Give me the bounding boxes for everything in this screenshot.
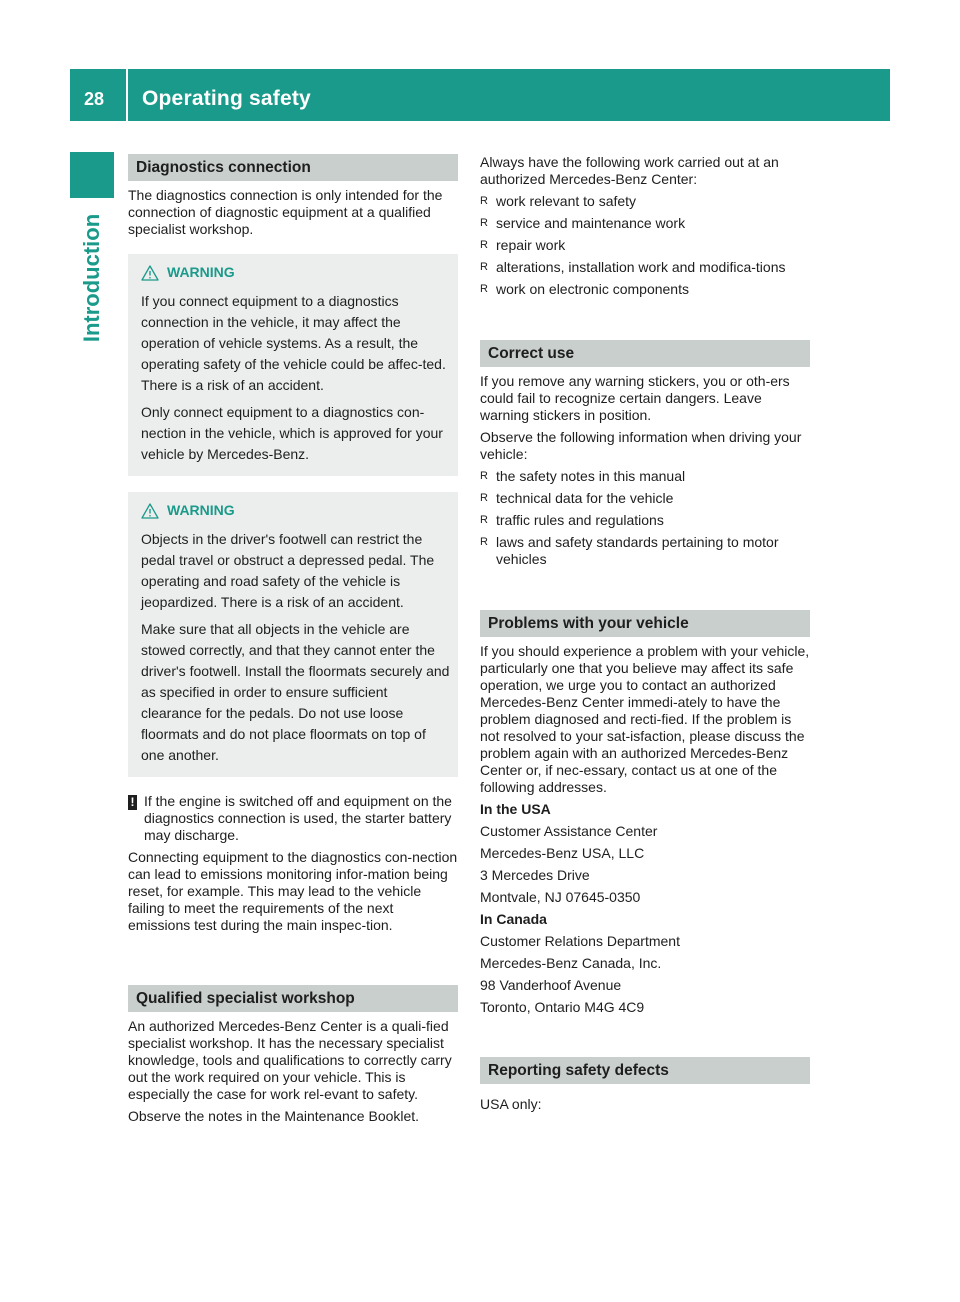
list-item: R laws and safety standards pertaining to motor vehicles (480, 534, 779, 567)
address-line: Customer Assistance Center (480, 823, 658, 839)
list-item: R work on electronic components (480, 281, 689, 297)
list-item: R repair work (480, 237, 566, 253)
section-heading-defects (480, 1057, 810, 1084)
address-line: Toronto, Ontario M4G 4C9 (480, 999, 645, 1015)
right-column (480, 154, 810, 1118)
bullet-icon: R (480, 492, 488, 504)
warning-triangle-icon (141, 503, 159, 519)
chapter-tab-marker (70, 152, 114, 198)
warning-title (141, 264, 450, 281)
work-list (480, 193, 810, 298)
warning-box (128, 254, 458, 476)
paragraph: An authorized Mercedes-Benz Center is a quali-fied specialist workshop. It has the necessary specialist knowledge, tools and qualifications to correctly carry out the work required on your vehicle. This is especially the case for work rel-evant to safety. (128, 1018, 452, 1102)
note-text: If the engine is switched off and equipment on the diagnostics connection is used, the starter battery may discharge. (144, 793, 452, 843)
section-heading-correct-use (480, 340, 810, 367)
warning-text: Make sure that all objects in the vehicle are stowed correctly, and that they cannot enter the driver's footwell. Install the floormats securely and as specified in order to ensure sufficient clearance for the pedals. Do not use loose floormats and do not place floormats on top of one another. (141, 621, 450, 763)
bullet-icon: R (480, 239, 488, 251)
section-heading-text: Problems with your vehicle (488, 615, 689, 632)
paragraph: The diagnostics connection is only intended for the connection of diagnostic equipment at a qualified specialist workshop. (128, 187, 443, 237)
section-heading-text: Diagnostics connection (136, 159, 311, 176)
bullet-icon: R (480, 195, 488, 207)
warning-box (128, 492, 458, 777)
warning-label: WARNING (167, 502, 235, 518)
paragraph: If you remove any warning stickers, you or oth-ers could fail to recognize certain dangers. Leave warning stickers in position. (480, 373, 790, 423)
section-heading-text: Qualified specialist workshop (136, 990, 355, 1007)
section-heading-workshop (128, 985, 458, 1012)
section-heading-text: Reporting safety defects (488, 1062, 669, 1079)
address-label-canada: In Canada (480, 911, 547, 927)
note (128, 793, 458, 844)
section-heading-text: Correct use (488, 345, 575, 362)
paragraph: Connecting equipment to the diagnostics con-nection can lead to emissions monitoring infor-mation being reset, for example. This may lead to the vehicle failing to meet the requirements of the next emissions test during the main inspec-tion. (128, 849, 458, 933)
bullet-icon: R (480, 470, 488, 482)
paragraph: Observe the notes in the Maintenance Booklet. (128, 1108, 420, 1124)
list-item: R technical data for the vehicle (480, 490, 674, 506)
warning-text: Objects in the driver's footwell can restrict the pedal travel or obstruct a depressed pedal. The operating and road safety of the vehicle is jeopardized. There is a risk of an accident. (141, 531, 435, 610)
bullet-icon: R (480, 261, 488, 273)
warning-triangle-icon (141, 265, 159, 281)
bullet-icon: R (480, 536, 488, 548)
paragraph: Always have the following work carried out at an authorized Mercedes-Benz Center: (480, 154, 779, 187)
list-item: R work relevant to safety (480, 193, 637, 209)
address-line: 3 Mercedes Drive (480, 867, 590, 883)
paragraph: USA only: (480, 1096, 542, 1112)
warning-text: If you connect equipment to a diagnostics connection in the vehicle, it may affect the operation of vehicle systems. As a result, the operating safety of the vehicle could be affec-ted. There is a risk of an accident. (141, 293, 446, 393)
list-item: R the safety notes in this manual (480, 468, 686, 484)
page-title: Operating safety (142, 87, 311, 110)
address-line: Mercedes-Benz Canada, Inc. (480, 955, 662, 971)
address-line: Mercedes-Benz USA, LLC (480, 845, 645, 861)
paragraph: Observe the following information when driving your vehicle: (480, 429, 802, 462)
address-line: Customer Relations Department (480, 933, 680, 949)
section-heading-diagnostics (128, 154, 458, 181)
list-item: R alterations, installation work and modifica-tions (480, 259, 786, 275)
left-column (128, 154, 458, 1130)
address-label-usa: In the USA (480, 801, 551, 817)
warning-title (141, 502, 450, 519)
header-divider (126, 69, 128, 121)
page-number: 28 (70, 69, 126, 121)
bullet-icon: R (480, 283, 488, 295)
warning-text: Only connect equipment to a diagnostics con-nection in the vehicle, which is approved for your vehicle by Mercedes-Benz. (141, 404, 443, 462)
bullet-icon: R (480, 217, 488, 229)
address-line: 98 Vanderhoof Avenue (480, 977, 622, 993)
address-line: Montvale, NJ 07645-0350 (480, 889, 641, 905)
bullet-icon: R (480, 514, 488, 526)
section-heading-problems (480, 610, 810, 637)
chapter-label: Introduction (79, 213, 104, 342)
chapter-tab (68, 200, 116, 355)
paragraph: If you should experience a problem with your vehicle, particularly one that you believe may affect its safe operation, we urge you to contact an authorized Mercedes-Benz Center immedi-ately to have the problem diagnosed and recti-fied. If the problem is not resolved to your sat-isfaction, please discuss the problem again with an authorized Mercedes-Benz Center or, if nec-essary, contact us at one of the following addresses. (480, 643, 810, 795)
note-icon: ! (128, 793, 143, 844)
list-item: R service and maintenance work (480, 215, 686, 231)
driving-info-list (480, 468, 810, 568)
list-item: R traffic rules and regulations (480, 512, 664, 528)
warning-label: WARNING (167, 264, 235, 280)
